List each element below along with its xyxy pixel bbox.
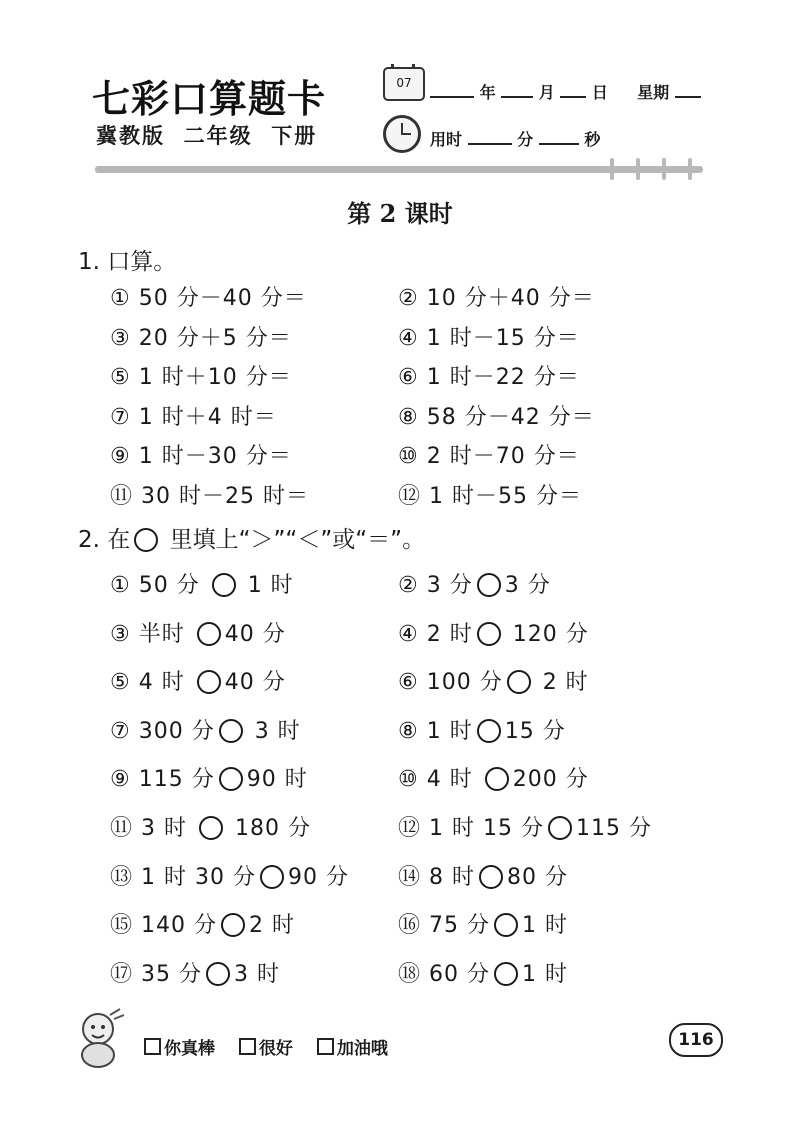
q2-title-post: 里填上“＞”“＜”或“＝”。 bbox=[162, 527, 426, 553]
lesson-title: 第 2 课时 bbox=[347, 199, 453, 228]
self-rating bbox=[144, 1034, 406, 1059]
answer-circle[interactable] bbox=[507, 670, 531, 694]
answer-circle[interactable] bbox=[548, 816, 572, 840]
q2-item bbox=[398, 714, 566, 745]
q2-right-term: 90 时 bbox=[246, 767, 308, 793]
q2-item bbox=[110, 860, 349, 891]
time-used-label: 用时 bbox=[430, 130, 463, 149]
q2-left-term: ⑤ 4 时 bbox=[110, 670, 193, 696]
calendar-day: 07 bbox=[396, 76, 412, 90]
q1-item: ② 10 分＋40 分＝ bbox=[398, 286, 595, 311]
rating-option[interactable]: 你真棒 bbox=[144, 1039, 215, 1059]
q2-right-term: 115 分 bbox=[575, 816, 652, 841]
q2-left-term: ⑯ 75 分 bbox=[398, 913, 490, 939]
week-blank[interactable] bbox=[675, 82, 701, 98]
q1-item: ④ 1 时－15 分＝ bbox=[398, 325, 580, 351]
answer-circle[interactable] bbox=[260, 865, 284, 889]
q2-right-term: 1 时 bbox=[239, 573, 294, 598]
day-blank[interactable] bbox=[560, 82, 586, 98]
q1-title: 1. 口算。 bbox=[78, 249, 177, 275]
q2-right-term: 180 分 bbox=[226, 816, 311, 841]
q2-left-term: ⑫ 1 时 15 分 bbox=[398, 816, 544, 841]
q2-left-term: ⑰ 35 分 bbox=[110, 961, 202, 987]
answer-circle[interactable] bbox=[477, 622, 501, 646]
q2-item bbox=[110, 811, 311, 842]
answer-circle[interactable] bbox=[477, 719, 501, 743]
q2-title bbox=[78, 521, 425, 554]
q2-left-term: ⑪ 3 时 bbox=[110, 816, 195, 841]
q1-item: ⑦ 1 时＋4 时＝ bbox=[110, 404, 277, 430]
q1-item: ③ 20 分＋5 分＝ bbox=[110, 325, 292, 351]
clock-icon bbox=[383, 115, 421, 153]
month-blank[interactable] bbox=[501, 82, 533, 98]
q2-left-term: ③ 半时 bbox=[110, 621, 193, 647]
rating-option[interactable]: 很好 bbox=[239, 1039, 293, 1059]
answer-circle[interactable] bbox=[479, 865, 503, 889]
q2-item bbox=[110, 714, 301, 745]
calendar-icon bbox=[383, 67, 425, 101]
q2-left-term: ② 3 分 bbox=[398, 573, 473, 598]
circle-icon bbox=[134, 528, 158, 552]
q2-item bbox=[398, 568, 551, 599]
answer-circle[interactable] bbox=[206, 962, 230, 986]
q2-left-term: ⑦ 300 分 bbox=[110, 718, 215, 744]
q1-item: ① 50 分－40 分＝ bbox=[110, 286, 307, 311]
q2-left-term: ⑨ 115 分 bbox=[110, 767, 215, 793]
q2-right-term: 1 时 bbox=[521, 961, 568, 987]
q2-left-term: ⑮ 140 分 bbox=[110, 913, 217, 939]
q1-item: ⑪ 30 时－25 时＝ bbox=[110, 483, 309, 509]
checkbox-icon[interactable] bbox=[317, 1038, 334, 1055]
q2-left-term: ⑧ 1 时 bbox=[398, 718, 473, 744]
q2-right-term: 15 分 bbox=[504, 718, 566, 744]
checkbox-icon[interactable] bbox=[239, 1038, 256, 1055]
q2-left-term: ① 50 分 bbox=[110, 573, 208, 598]
answer-circle[interactable] bbox=[494, 913, 518, 937]
brand-title: 七彩口算题卡 bbox=[92, 76, 327, 121]
q2-item bbox=[398, 957, 568, 988]
q2-right-term: 3 时 bbox=[246, 718, 301, 744]
year-label: 年 bbox=[479, 83, 496, 102]
q2-right-term: 200 分 bbox=[512, 767, 589, 793]
q1-item: ⑥ 1 时－22 分＝ bbox=[398, 365, 580, 390]
q1-item: ⑧ 58 分－42 分＝ bbox=[398, 404, 595, 430]
answer-circle[interactable] bbox=[219, 719, 243, 743]
minutes-label: 分 bbox=[517, 130, 534, 149]
answer-circle[interactable] bbox=[494, 962, 518, 986]
answer-circle[interactable] bbox=[197, 622, 221, 646]
mascot-icon bbox=[70, 1005, 130, 1069]
answer-circle[interactable] bbox=[219, 767, 243, 791]
q2-right-term: 90 分 bbox=[287, 864, 349, 890]
q2-left-term: ⑥ 100 分 bbox=[398, 670, 503, 696]
q2-right-term: 40 分 bbox=[224, 621, 286, 647]
q2-right-term: 2 时 bbox=[534, 670, 589, 696]
month-label: 月 bbox=[538, 83, 555, 102]
day-label: 日 bbox=[591, 83, 608, 102]
rating-option[interactable]: 加油哦 bbox=[317, 1039, 388, 1059]
q2-item bbox=[110, 957, 280, 988]
answer-circle[interactable] bbox=[199, 816, 223, 840]
q2-item bbox=[398, 811, 652, 842]
year-blank[interactable] bbox=[430, 82, 474, 98]
q1-item: ⑨ 1 时－30 分＝ bbox=[110, 444, 292, 469]
q2-right-term: 1 时 bbox=[521, 913, 568, 939]
checkbox-icon[interactable] bbox=[144, 1038, 161, 1055]
q2-left-term: ④ 2 时 bbox=[398, 621, 473, 647]
answer-circle[interactable] bbox=[197, 670, 221, 694]
answer-circle[interactable] bbox=[485, 767, 509, 791]
q2-item bbox=[110, 665, 286, 696]
week-label: 星期 bbox=[637, 83, 670, 102]
answer-circle[interactable] bbox=[477, 573, 501, 597]
q2-right-term: 3 时 bbox=[233, 961, 280, 987]
q2-item bbox=[398, 617, 589, 648]
q2-right-term: 40 分 bbox=[224, 670, 286, 696]
q2-item bbox=[110, 762, 308, 793]
minutes-blank[interactable] bbox=[468, 129, 512, 145]
q1-item: ⑩ 2 时－70 分＝ bbox=[398, 444, 580, 469]
q2-item bbox=[398, 762, 589, 793]
q2-right-term: 120 分 bbox=[504, 621, 589, 647]
q2-left-term: ⑭ 8 时 bbox=[398, 864, 475, 890]
q2-right-term: 3 分 bbox=[504, 573, 551, 598]
q2-left-term: ⑩ 4 时 bbox=[398, 767, 481, 793]
answer-circle[interactable] bbox=[212, 573, 236, 597]
q2-title-pre: 2. 在 bbox=[78, 527, 131, 553]
time-fields bbox=[430, 127, 600, 150]
edition-label: 冀教版 二年级 下册 bbox=[96, 124, 318, 148]
q2-item bbox=[110, 568, 294, 599]
answer-circle[interactable] bbox=[221, 913, 245, 937]
q2-item bbox=[398, 860, 568, 891]
q2-item bbox=[110, 617, 286, 648]
q2-right-term: 2 时 bbox=[248, 913, 295, 939]
page-number: 116 bbox=[669, 1023, 723, 1057]
seconds-blank[interactable] bbox=[539, 129, 579, 145]
q1-item: ⑫ 1 时－55 分＝ bbox=[398, 483, 582, 509]
q2-right-term: 80 分 bbox=[506, 864, 568, 890]
q2-item bbox=[110, 908, 295, 939]
q1-item: ⑤ 1 时＋10 分＝ bbox=[110, 365, 292, 390]
q2-item bbox=[398, 665, 589, 696]
q2-left-term: ⑬ 1 时 30 分 bbox=[110, 864, 256, 890]
seconds-label: 秒 bbox=[584, 130, 601, 149]
date-fields bbox=[430, 80, 701, 103]
q2-left-term: ⑱ 60 分 bbox=[398, 961, 490, 987]
q2-item bbox=[398, 908, 568, 939]
